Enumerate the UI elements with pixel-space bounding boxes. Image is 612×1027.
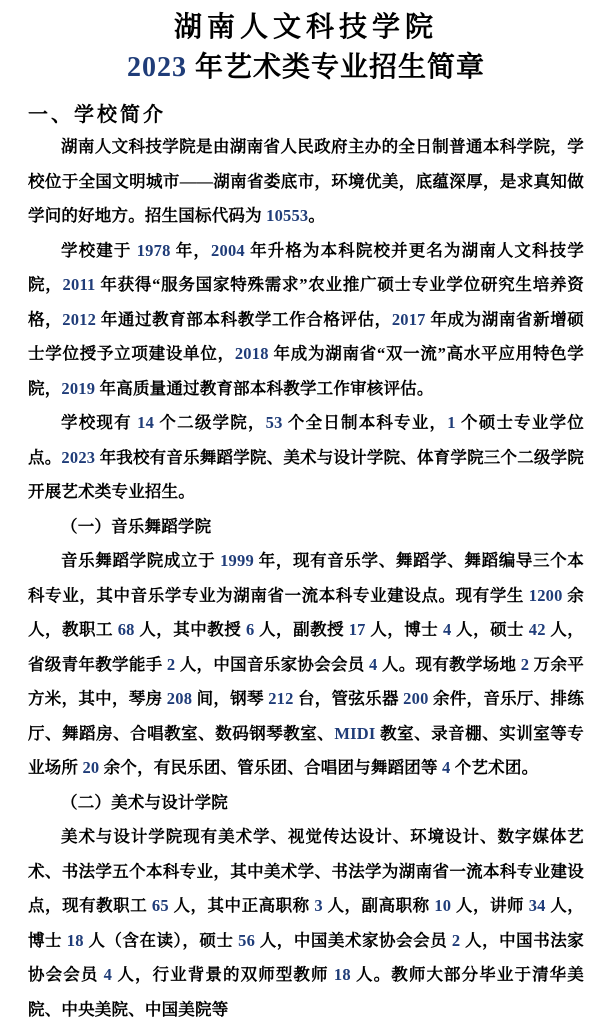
highlighted-number: 18 bbox=[66, 930, 84, 950]
paragraph-music-dance-college bbox=[28, 544, 584, 786]
text-run: 美术与设计学院现有美术学、视觉传达设计、环境设计、数字媒体艺术、书法学五个本科专业，其中美术学、书法学为湖南省一流本科专业建设点，现有教职工 bbox=[28, 827, 584, 915]
subsection-heading-music-dance-college: （一）音乐舞蹈学院 bbox=[61, 516, 212, 536]
text-run: 年， bbox=[170, 240, 212, 260]
text-run: 人，副教授 bbox=[254, 620, 349, 639]
highlighted-number: 10 bbox=[434, 896, 452, 915]
highlighted-number: 2019 bbox=[61, 378, 96, 398]
text-run: 个硕士专业学位点。 bbox=[28, 413, 584, 467]
highlighted-number: 1 bbox=[447, 413, 456, 432]
text-run: 人，行业背景的双师型教师 bbox=[112, 965, 334, 984]
text-run: 年高质量通过教育部本科教学工作审核评估。 bbox=[95, 378, 434, 398]
highlighted-number: 18 bbox=[333, 965, 351, 984]
text-run: 年成为湖南省新增硕士学位授予立项建设单位， bbox=[28, 309, 585, 363]
text-run: 人，中国美术家协会会员 bbox=[255, 930, 452, 950]
text-run: 教室、录音棚、实训室等专业场所 bbox=[28, 723, 584, 777]
highlighted-number: 4 bbox=[442, 758, 451, 777]
text-run: 万余平方米，其中，琴房 bbox=[28, 654, 584, 708]
highlighted-number: 65 bbox=[151, 896, 169, 915]
highlighted-number: 2 bbox=[520, 654, 530, 674]
text-run: 人，省级青年教学能手 bbox=[28, 620, 585, 674]
highlighted-number: 2023 bbox=[126, 52, 187, 83]
highlighted-number: 1200 bbox=[528, 585, 563, 605]
text-run: 人，讲师 bbox=[451, 896, 529, 915]
paragraph-school-history bbox=[28, 234, 584, 407]
text-run: 年我校有音乐舞蹈学院、美术与设计学院、体育学院三个二级学院开展艺术类专业招生。 bbox=[28, 447, 585, 501]
text-run: 人，硕士 bbox=[451, 620, 529, 639]
highlighted-number: 17 bbox=[348, 620, 366, 639]
highlighted-number: 208 bbox=[166, 689, 193, 708]
highlighted-number: 2 bbox=[451, 930, 461, 950]
title-line-2 bbox=[28, 48, 584, 88]
highlighted-number: 68 bbox=[117, 620, 135, 639]
paragraph-school-colleges bbox=[28, 406, 584, 510]
section-heading-school-intro: 一、学校简介 bbox=[28, 104, 166, 126]
highlighted-number: 1978 bbox=[136, 240, 171, 260]
text-run: 人，其中教授 bbox=[134, 620, 246, 639]
title-line-1: 湖南人文科技学院 bbox=[173, 12, 438, 43]
highlighted-number: 2 bbox=[166, 654, 176, 674]
text-run: 。 bbox=[308, 206, 326, 225]
text-run: 人，其中正高职称 bbox=[168, 896, 315, 915]
highlighted-number: 20 bbox=[82, 758, 100, 777]
highlighted-number: 4 bbox=[442, 620, 452, 639]
text-run: 年升格为本科院校并更名为湖南人文科技学院， bbox=[28, 240, 584, 294]
paragraph-art-design-college bbox=[28, 820, 584, 1027]
highlighted-number: 4 bbox=[369, 654, 378, 674]
text-run: 台，管弦乐器 bbox=[293, 689, 404, 708]
highlighted-number: 2023 bbox=[61, 447, 96, 467]
highlighted-number: MIDI bbox=[334, 723, 376, 743]
text-run: 人，中国音乐家协会会员 bbox=[175, 654, 370, 674]
text-run: 年，现有音乐学、舞蹈学、舞蹈编导三个本科专业，其中音乐学专业为湖南省一流本科专业建设点。现有学生 bbox=[28, 551, 585, 605]
highlighted-number: 6 bbox=[245, 620, 255, 639]
text-run: 音乐舞蹈学院成立于 bbox=[61, 551, 221, 570]
text-run: 学校建于 bbox=[61, 240, 137, 260]
highlighted-number: 212 bbox=[268, 689, 294, 708]
text-run: 人（含在读），硕士 bbox=[83, 930, 239, 950]
text-run: 年艺术类专业招生简章 bbox=[186, 52, 485, 83]
highlighted-number: 2004 bbox=[211, 240, 245, 260]
text-run: 湖南人文科技学院是由湖南省人民政府主办的全日制普通本科学院，学校位于全国文明城市——湖南省娄底市，环境优美，底蕴深厚，是求真知做学问的好地方。招生国标代码为 bbox=[28, 137, 584, 225]
text-run: 年通过教育部本科教学工作合格评估， bbox=[96, 309, 392, 329]
text-run: 余人，教职工 bbox=[28, 585, 585, 639]
subsection-heading-art-design-college: （二）美术与设计学院 bbox=[61, 792, 228, 812]
text-run: 年成为湖南省“双一流”高水平应用特色学院， bbox=[28, 344, 585, 398]
highlighted-number: 56 bbox=[238, 930, 256, 950]
highlighted-number: 14 bbox=[137, 413, 155, 432]
highlighted-number: 42 bbox=[528, 620, 546, 639]
highlighted-number: 53 bbox=[265, 413, 283, 432]
highlighted-number: 34 bbox=[528, 896, 546, 915]
text-run: 年获得“服务国家特殊需求”农业推广硕士专业学位研究生培养资格， bbox=[28, 275, 585, 329]
text-run: 人，副高职称 bbox=[322, 896, 435, 915]
text-run: 人，中国书法家协会会员 bbox=[28, 930, 584, 984]
text-run: 间，钢琴 bbox=[192, 689, 269, 708]
highlighted-number: 2012 bbox=[62, 309, 97, 329]
highlighted-number: 4 bbox=[103, 965, 113, 984]
text-run: 人。现有教学场地 bbox=[377, 654, 521, 674]
text-run: 个二级学院， bbox=[154, 413, 266, 432]
paragraph-school-overview bbox=[28, 130, 584, 234]
highlighted-number: 3 bbox=[314, 896, 323, 915]
highlighted-number: 200 bbox=[403, 689, 429, 708]
highlighted-number: 10553 bbox=[266, 206, 309, 225]
text-run: 学校现有 bbox=[61, 413, 138, 432]
highlighted-number: 2018 bbox=[234, 344, 269, 363]
text-run: 人，博士 bbox=[28, 896, 584, 950]
text-run: 人。教师大部分毕业于清华美院、中央美院、中国美院等 bbox=[28, 965, 584, 1019]
text-run: 个艺术团。 bbox=[450, 758, 539, 777]
highlighted-number: 2011 bbox=[62, 275, 96, 294]
highlighted-number: 1999 bbox=[220, 551, 254, 570]
highlighted-number: 2017 bbox=[391, 309, 426, 329]
text-run: 余件，音乐厅、排练厅、舞蹈房、合唱教室、数码钢琴教室、 bbox=[28, 689, 585, 743]
text-run: 个全日制本科专业， bbox=[282, 413, 448, 432]
document-title bbox=[28, 8, 584, 88]
text-run: 余个，有民乐团、管乐团、合唱团与舞蹈团等 bbox=[99, 758, 442, 777]
text-run: 人，博士 bbox=[365, 620, 443, 639]
